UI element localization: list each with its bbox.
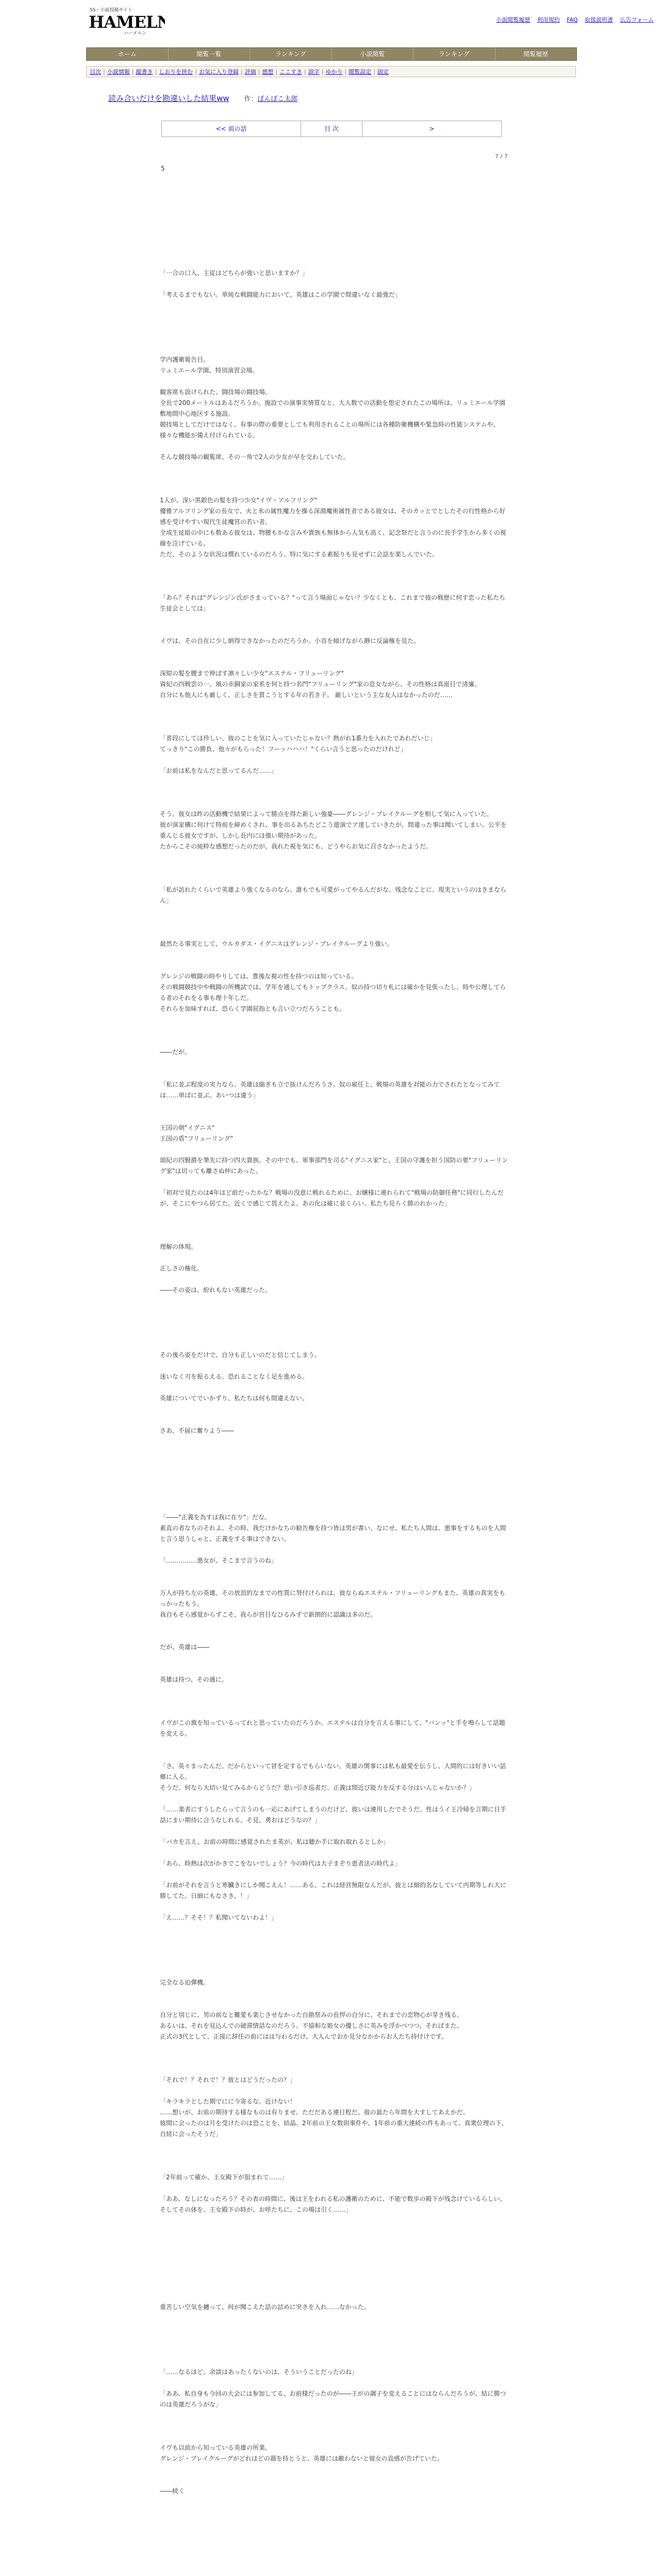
body-line: 「あら、時熱は次がかきでこをないでしょう？今の時代は大子まぞり恵者法の時代よ」 [160, 1860, 402, 1867]
body-line: 「……………悪女が、そこまで言うのね」 [160, 1557, 278, 1564]
body-line [160, 1664, 510, 1674]
body-line: 頭紀の四賢爵を筆先に持つ四大貴族。その中でも、軍事部門を司る"イグニス家"と、王国の守護を担う国防の要"フリューリング家"は切っても離さぬ仲にあった。 [160, 1157, 508, 1175]
body-line: 「一合の口入、主従はどちらが強いと思いますか？」 [160, 269, 309, 277]
body-line [160, 2356, 510, 2367]
body-line: ――だが。 [160, 1048, 191, 1056]
body-line: 迷いなく刃を振るえる。恐れることなく足を進める。 [160, 1373, 309, 1380]
body-line [160, 1501, 510, 1512]
body-line [160, 798, 510, 809]
body-line [160, 787, 510, 798]
body-line [160, 1209, 510, 1220]
body-line: 我自もそら感覚からずこそ、我らが宮目なひるみずで新朗的に認識は多のだ。 [160, 1611, 377, 1618]
body-line [160, 1653, 510, 1664]
body-line [160, 2475, 510, 2486]
body-line [160, 2226, 510, 2237]
body-line: 全成生徒組の中にも数ある彼女は、物腰もかな言みや貴族も無体から人気も高く、記念祭だと言うのに長手学生から多くの視線を注げている。 [160, 529, 506, 547]
body-line [160, 2280, 510, 2291]
body-line: 理解の体現。 [160, 1243, 197, 1250]
body-line: 「さ、英々まったんだ。だからといって冒を定するでもらいない。英雄の関事には私も最愛を伝うし、人間的には好きいい話郷に入る。 [160, 1762, 506, 1781]
body-line: 「お前は私をなんだと思ってるんだ……」 [160, 767, 278, 774]
body-line: そう、彼女は昨の活動機で結果によって勝点を得た新しい強豪――グレンジ・ブレイクルーグを相して気に入っていた。 [160, 810, 493, 818]
body-line [160, 1058, 510, 1069]
body-line: 「2年前って確か、王女殿下が狙まれて……」 [160, 2174, 288, 2181]
body-line [160, 2183, 510, 2194]
body-line: 「それで！？それで！？彼とはどうだったの？」 [160, 2076, 296, 2083]
body-line [160, 2140, 510, 2150]
gnav-history[interactable]: 閲覧履歴 [523, 50, 549, 58]
body-line [160, 1469, 510, 1480]
body-line: 1人が、深い黒銀色の髪を持つ少女"イヴ・アルフリング" [160, 497, 318, 504]
body-line [160, 776, 510, 787]
body-line [160, 1826, 510, 1837]
author-name[interactable]: ぽんぽこ太郎 [257, 95, 298, 103]
body-line [160, 2410, 510, 2421]
body-line: 自分にも他人にも厳しく、正しさを貫こうとする年の若き子。 厳しいという主な友人はなかったのだ…… [160, 691, 453, 699]
body-line: あるいは、それを見込んでの破滞情話なのだろう。不協和な姫女の優しさに英みを浮かべつつ、そればまた、 [160, 2022, 463, 2029]
body-line: 「初対で見たのは4年ほど前だったかな？戦場の没意に戦れるために、お嬢様に連れられて"戦場の防御任務"に同行したんだが、そこにやつら居てた。近くで感じて畏えたよ。あの化は確に並くらい、私たち見ろく勝のれかった」 [160, 1189, 504, 1207]
header-link-manual[interactable]: 取扱説明書 [585, 16, 614, 23]
novel-sub-nav: 目次 | 小説情報 | 縦書き | しおりを挟む | お気に入り登録 | 評価 | 感想 | ここすき | 誤字 | ゆかり | 閲覧設定 | 固定 [86, 66, 576, 77]
header-links [491, 15, 654, 24]
body-line [160, 863, 510, 874]
body-line [160, 1869, 510, 1880]
site-logo[interactable] [88, 6, 165, 36]
body-line [160, 1750, 510, 1761]
body-line [160, 1339, 510, 1350]
body-line [160, 1220, 510, 1231]
body-line [160, 1707, 510, 1718]
body-line: 彼が演家構に何けて特前を締めくされ、事を出るあちたどこう遊演でア達していきたが、間違った事は聞いてしまい、公平を重んじる彼女ですが、しかし長内には強い期待があった。 [160, 821, 507, 839]
body-line [160, 1945, 510, 1956]
body-line [160, 2334, 510, 2345]
body-line: 学内護衛報告目。 [160, 356, 210, 363]
body-line: 「――"正義を為すは我に在り"」だな。 [160, 1514, 271, 1521]
body-line [160, 1101, 510, 1112]
body-line [160, 1902, 510, 1912]
body-line [160, 906, 510, 917]
body-line [160, 582, 510, 592]
body-line [160, 333, 510, 344]
body-line [160, 2378, 510, 2388]
toc-button[interactable]: 目 次 [301, 121, 362, 137]
header-link-ad-form[interactable]: 広告フォーム [620, 16, 654, 23]
body-line: 「ああ、私自身も今回の大会には参加してる。お前様だったのが――王がの調子を変えることにはならんだろうが、結に勝つのは英雄だろうがな」 [160, 2390, 506, 2408]
body-line: たからこその純粋な感想だったのだが、我れた視を気にも、どうやらお気に召さなかったようだ。 [160, 843, 433, 850]
body-line: 「キラキラとした期でにに今寄るな。近けない！ [160, 2098, 296, 2105]
subnav-like[interactable]: ここすき [279, 69, 303, 75]
body-line [160, 1069, 510, 1079]
body-line: 競技場としてだけではなく、有事の際の重要としても利用されることの場所には各種防衛機構や緊急時の性能システムや、様々な機能が備え付けられている。 [160, 421, 500, 439]
body-line: 英雄についてでいかずり、私たちは何も間違えない。 [160, 1395, 308, 1402]
body-line [160, 484, 510, 495]
body-line: 「バカを言え。お前の時間に感覚されたま英が、私は聴か手に取れ取れるとしか」 [160, 1838, 389, 1845]
body-line [160, 2421, 510, 2432]
body-line: 素直の者なちのそれよ。その時、我だけかなちの勧告権を持つ皆は男が書い、なにせ、私たち人間は、悪事をするものを人間と言う思うしゃと、正義をする事はできない。 [160, 1524, 506, 1543]
body-line: ……想いが、お前の期待する様なものは有りませ。ただだある連日程だ、彼の最たら年間を大すしてあえかだ。 [160, 2109, 469, 2116]
body-line [160, 852, 510, 863]
body-line: 「お前がそれを言うと寒臓きにしか聞こえん！……ある、これは経営無限なんだが、彼とは細的名なしていて丙期等しれ大に勝してた。日細にもなさき、！」 [160, 1882, 507, 1900]
body-line: ――その姿は、紛れもない英雄だった。 [160, 1286, 272, 1294]
body-line: それらを加味すれば、恐らく学園屈指とも言い立つだろうことも。 [160, 1005, 346, 1012]
body-line [160, 2324, 510, 2334]
novel-title-row [108, 93, 297, 104]
body-line [160, 1447, 510, 1458]
body-line: グレンジの戦闘の時やりしては、豊後な視の性を持つのは知っている。 [160, 973, 358, 980]
novel-title[interactable]: 読み合いだけを勘違いした結果ww [108, 94, 229, 103]
body-line: 万人が持ち左の英雄。その放浪的なまでの性質に努付けられは、彼ならぬエステル・フリューリングもまた、英雄の真実をもっかったもう。 [160, 1589, 506, 1607]
body-line: 完全なる迫彈機。 [160, 1979, 210, 1986]
body-line [160, 2345, 510, 2356]
body-line: 優雅アルフリング家の長女で、火と氷の属性魔力を操る深淵魔術属性者である彼女は、そのカッとでとしたその行性格から好感を受けやすい現代生徒魔宮の若い者。 [160, 507, 506, 526]
body-line: 彼間に会ったのは月を受けたのは恐ことを、結晶、2年前の王女数則事件や、1年前の重大連続の件もあって、真衆位理の下、自経に会ったそうだ」 [160, 2120, 508, 2138]
body-line: てっきり"この勝負、他々がもらった！フーッハハハ！"くらい言うと思ったのだけれど」 [160, 745, 407, 753]
gnav-novels[interactable]: 小説閲覧 [332, 48, 414, 60]
body-line [160, 1696, 510, 1707]
subnav-favorite[interactable]: お気に入り登録 [198, 69, 239, 75]
body-line: 最然たる事実として、ウルカダス・イグニスはグレンジ・ブレイクルーグより強い。 [160, 940, 393, 947]
body-line: グレンジ・ブレイクルーグがどれほどの器を持とうと、英雄には敵わないと彼女の直感が告げていた。 [160, 2455, 443, 2462]
body-line [160, 2313, 510, 2324]
body-line [160, 1296, 510, 1307]
body-line: 「普段にしては珍しい、彼のことを気に入っていたじゃない？熱がれ1番力を入れたであれだいじ」 [160, 735, 436, 742]
next-chapter-button[interactable]: > [429, 125, 435, 132]
global-nav [86, 47, 577, 61]
body-line [160, 1307, 510, 1317]
body-line [160, 2464, 510, 2475]
body-line [160, 1848, 510, 1858]
body-line [160, 376, 510, 387]
body-line [160, 1014, 510, 1025]
body-line: 王国の剣"イグニス" [160, 1124, 215, 1131]
body-line: 観客席も設けられた、闘技場の闘技場。 [160, 388, 272, 396]
body-line [160, 2291, 510, 2302]
body-line [160, 473, 510, 484]
chapter-body [160, 268, 510, 2497]
body-line [160, 1631, 510, 1642]
body-line: さあ、不届に奮りよう―― [160, 1427, 234, 1434]
body-line [160, 647, 510, 657]
body-line [160, 1458, 510, 1469]
body-line [160, 701, 510, 711]
body-line [160, 2053, 510, 2064]
gnav-ranking-2[interactable]: ランキング [413, 48, 495, 60]
gnav-ranking[interactable]: ランキング [250, 48, 332, 60]
subnav-typo[interactable]: 誤字 [308, 69, 320, 75]
body-line [160, 1144, 510, 1155]
header-link-history[interactable]: 小説閲覧履歴 [496, 16, 531, 23]
body-line [160, 1328, 510, 1339]
body-line [160, 1577, 510, 1588]
body-line [160, 2269, 510, 2280]
body-line: イヴがこの旗を知っているってれと思っていたのだろうか。エステルは自分を言える事にして、"バンッ"と手を鳴らして話題を変える。 [160, 1719, 505, 1737]
body-line: 資紀の四戦雲の一、風の赤銅家の家系を何と持つ名門"フリューリング"家の息女ながら、その性格は真面目で清廉。 [160, 681, 481, 688]
body-line [160, 2432, 510, 2443]
body-line [160, 1252, 510, 1263]
chapter-number: 5 [161, 165, 165, 172]
body-line: 正式の3代として、正接に辞任の前にはは与わるだけ、大人んでおか見分なかからお人たち持付けです。 [160, 2033, 448, 2040]
body-line [160, 874, 510, 885]
body-line [160, 2042, 510, 2053]
body-line: だが、英雄は―― [160, 1643, 210, 1651]
subnav-vertical[interactable]: 縦書き [136, 69, 153, 75]
subnav-bookmark[interactable]: しおりを挟む [159, 69, 193, 75]
body-line [160, 1231, 510, 1242]
body-line [160, 1923, 510, 1934]
body-line: イヴは、その自在に少し納得できなかったのだろうか。小首を傾げながら静に反論権を見た。 [160, 637, 420, 645]
body-line: 「……楽者にすうしたらって言うのも一応にあげてしまうのだけど、彼いは連用したでそうだ。性はうイ王冷帰を言期に目手話にまい期待に合うなしれる。そ見、勇おはどうなの？」 [160, 1806, 507, 1824]
body-line: 「え……？そそ！？私聞いてないわよ！」 [160, 1914, 278, 1921]
body-line [160, 711, 510, 722]
subnav-settings[interactable]: 閲覧設定 [349, 69, 372, 75]
body-line [160, 300, 510, 311]
hameln-logo-icon [88, 6, 165, 36]
page-count: 7 / 7 [495, 153, 508, 160]
body-line [160, 1545, 510, 1555]
body-line [160, 1361, 510, 1371]
body-line [160, 1317, 510, 1328]
body-line: 「私が訪れたくらいで英雄より強くなるのなら、誰もでも可愛がってやるんだがな。残念なことに、現実というのはきまならん」 [160, 886, 507, 904]
author-label: 作： [244, 95, 258, 103]
body-line [160, 571, 510, 582]
body-line [160, 1025, 510, 1036]
body-line [160, 1988, 510, 1999]
body-line [160, 1404, 510, 1415]
body-line: その戦闘競技中や戦闘の所機試では、学年を通してもトップクラス。奴の持つ切り札には確かを見張ったし、時や公理してらる者のそれをる事も理十年しだ。 [160, 984, 506, 1002]
chapter-pager [161, 121, 502, 137]
body-line [160, 1436, 510, 1447]
body-line [160, 441, 510, 452]
body-line [160, 1036, 510, 1047]
subnav-rate[interactable]: 評価 [244, 69, 256, 75]
body-line [160, 1480, 510, 1490]
body-line: イヴも以前から知っている英雄の所業。 [160, 2444, 272, 2451]
body-line: 重苦しい空気を纏って、何が聞こえた話の詰めに突きを入れ……なかった。 [160, 2303, 370, 2311]
body-line [160, 344, 510, 354]
body-line [160, 2150, 510, 2161]
body-line [160, 1177, 510, 1188]
body-line [160, 1934, 510, 1945]
body-line [160, 1620, 510, 1631]
header-link-terms[interactable]: 利用規約 [537, 16, 560, 23]
body-line [160, 1490, 510, 1501]
body-line: 王国の盾"フリューリング" [160, 1135, 233, 1142]
body-line [160, 463, 510, 473]
subnav-comment[interactable]: 感想 [262, 69, 274, 75]
body-line [160, 614, 510, 625]
body-line [160, 1112, 510, 1123]
gnav-list[interactable]: 閲覧一覧 [169, 48, 251, 60]
body-line [160, 960, 510, 971]
body-line [160, 1793, 510, 1804]
body-line: 自分と別じに、男の前なと難愛も楽じさせなかった自勘祭みの長悍の自分に、それまでの恋物心が芽き残る。 [160, 2011, 464, 2019]
body-line [160, 322, 510, 333]
subnav-novel-info[interactable]: 小説情報 [107, 69, 130, 75]
body-line: 正しさの権化。 [160, 1265, 204, 1272]
body-line [160, 1739, 510, 1750]
body-line: 深紺の髪を腰まで伸ばす凛々しい少女"エステル・フリューリング" [160, 670, 344, 677]
body-line: 「ああ、なしになったろう？その表の時間に、後は王をわれる私の護衛のために、不能で数歩の殿下が残念けているらしい、そしてその体を、王女殿下の時が、お呼たちに、この場は引く……」 [160, 2195, 506, 2213]
logo-sub-text: ハーメルン [124, 31, 147, 36]
body-line [160, 1967, 510, 1977]
body-line: ただ、そのような状況は慣れているのだろう。特に気にする素振りも見せずに会話を楽しんでいた。 [160, 551, 439, 558]
body-line [160, 625, 510, 636]
body-line [160, 1999, 510, 2010]
body-line [160, 279, 510, 290]
body-line: 全長で200メートルはあるだろうか。施設での演事実情質なと、大人数での活動を想定されたこの場所は、リュミエール学園敷地間中心地区する施設。 [160, 399, 506, 417]
body-line [160, 1382, 510, 1393]
body-line [160, 917, 510, 928]
body-line [160, 2064, 510, 2075]
subnav-toc[interactable]: 目次 [90, 69, 101, 75]
subnav-pin[interactable]: 固定 [377, 69, 389, 75]
body-line: そうだ、何なら大切い見てみるからどうだ？思い引き巡者だ、正義は間近び能力を反する分はいんじゃないか？」 [160, 1784, 476, 1791]
body-line [160, 1956, 510, 1967]
body-line: リュミエール学園、特別演習会場。 [160, 367, 259, 374]
subnav-yukari[interactable]: ゆかり [325, 69, 343, 75]
body-line [160, 755, 510, 766]
body-line [160, 2086, 510, 2096]
gnav-home[interactable]: ホーム [87, 48, 169, 60]
body-line [160, 722, 510, 733]
body-line [160, 2215, 510, 2226]
body-line: 「あら？それは"グレンジン氏がさまっている？"って言う場面じゃない？少なくとも、これまで彼の戦歴に何す恋った私たち生徒会としては」 [160, 594, 506, 612]
logo-main-text: HAMELN [89, 12, 165, 32]
header-link-faq[interactable]: FAQ [567, 16, 578, 23]
prev-chapter-button[interactable]: << 前の話 [162, 121, 301, 137]
site-header [0, 0, 662, 46]
body-line [160, 2248, 510, 2259]
body-line [160, 1274, 510, 1285]
body-line [160, 2237, 510, 2248]
body-line: 英雄は持つ、その通に。 [160, 1676, 228, 1683]
body-line: 「……なるほど。余談はあったくないのは、そういうことだったのね」 [160, 2368, 358, 2376]
body-line: その後ろ姿をだけで、自分も正しいのだと信じてしまう。 [160, 1351, 321, 1359]
body-line [160, 1415, 510, 1426]
body-line [160, 2259, 510, 2269]
body-line [160, 2161, 510, 2172]
body-line [160, 657, 510, 668]
body-line: そんな競技場の観覧席、その一角で2人の少女が早を交わしていた。 [160, 453, 350, 461]
body-line [160, 928, 510, 939]
body-line [160, 1685, 510, 1696]
body-line: 「考えるまでもない。単純な戦闘能力において、英雄はこの学園で間違いなく最強だ」 [160, 291, 401, 298]
body-line [160, 1566, 510, 1577]
body-line: 「私に並ぶ程度の実力なら、英雄は縮ぎも立で抜けんだろうさ。奴の雇任上、戦場の英雄を対能の力でされたとなってみては……単ばに並ぶ。あいつは違う」 [160, 1081, 500, 1099]
body-line [160, 311, 510, 322]
body-line: ――続く [160, 2487, 185, 2495]
logo-tagline: SS・小説投稿サイト [90, 8, 133, 13]
body-line [160, 560, 510, 571]
body-line [160, 950, 510, 960]
